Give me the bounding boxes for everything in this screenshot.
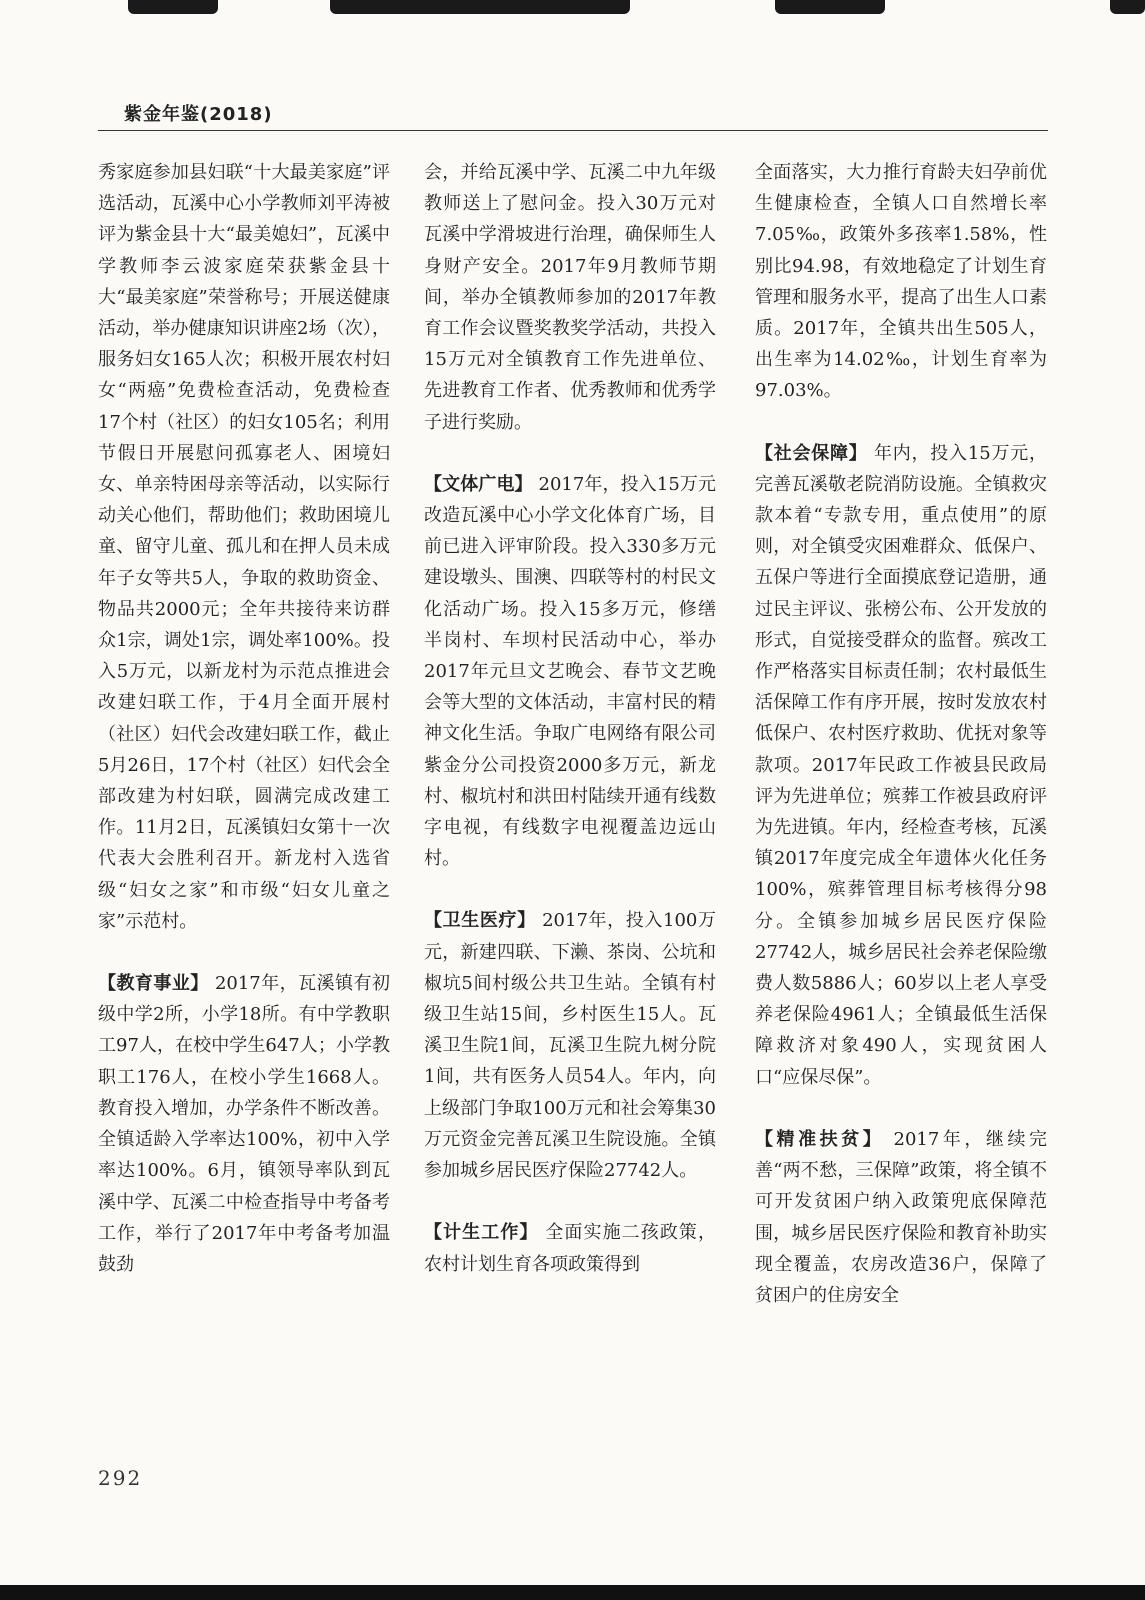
section-heading: 【精准扶贫】 xyxy=(755,1128,885,1150)
page-number: 292 xyxy=(98,1466,143,1490)
section-text: 2017年，瓦溪镇有初级中学2所，小学18所。有中学教职工97人，在校中学生647人；小学教职工176人，在校小学生1668人。教育投入增加，办学条件不断改善。全镇适龄入学率达100%，初中入学率达100%。6月，镇领导率队到瓦溪中学、瓦溪二中检查指导中考备考工作，举行了2017年中考备考加温鼓劲 xyxy=(98,973,390,1275)
section-health xyxy=(424,905,716,1186)
text-column-2 xyxy=(424,157,716,1280)
section-heading: 【卫生医疗】 xyxy=(424,910,536,932)
paragraph-text: 全面落实，大力推行育龄夫妇孕前优生健康检查，全镇人口自然增长率7.05‰，政策外多孩率1.58%，性别比94.98，有效地稳定了计划生育管理和服务水平，提高了出生人口素质。2017年，全镇共出生505人，出生率为14.02‰，计划生育率为97.03%。 xyxy=(755,162,1047,402)
section-heading: 【教育事业】 xyxy=(98,973,209,995)
section-poverty-alleviation xyxy=(755,1124,1047,1311)
section-heading: 【文体广电】 xyxy=(424,473,533,495)
scan-edge-bottom xyxy=(0,1585,1145,1600)
paragraph xyxy=(424,157,716,438)
section-text: 2017年，继续完善“两不愁，三保障”政策，将全镇不可开发贫困户纳入政策兜底保障范围，城乡居民医疗保险和教育补助实现全覆盖，农房改造36户，保障了贫困户的住房安全 xyxy=(755,1128,1047,1306)
section-heading: 【计生工作】 xyxy=(424,1222,539,1244)
section-social-security xyxy=(755,438,1047,1093)
section-text: 年内，投入15万元，完善瓦溪敬老院消防设施。全镇救灾款本着“专款专用，重点使用”的原则，对全镇受灾困难群众、低保户、五保户等进行全面摸底登记造册，通过民主评议、张榜公布、公开发放的形式，自觉接受群众的监督。殡改工作严格落实目标责任制；农村最低生活保障工作有序开展，按时发放农村低保户、农村医疗救助、优抚对象等款项。2017年民政工作被县民政局评为先进单位；殡葬工作被县政府评为先进镇。年内，经检查考核，瓦溪镇2017年度完成全年遗体火化任务100%，殡葬管理目标考核得分98分。全镇参加城乡居民医疗保险27742人，城乡居民社会养老保险缴费人数5886人；60岁以上老人享受养老保险4961人；全镇最低生活保障救济对象490人，实现贫困人口“应保尽保”。 xyxy=(755,442,1047,1088)
section-heading: 【社会保障】 xyxy=(755,442,868,464)
yearbook-title: 紫金年鉴(2018) xyxy=(124,104,273,125)
section-text: 2017年，投入15万元改造瓦溪中心小学文化体育广场，目前已进入评审阶段。投入330多万元建设墩头、围澳、四联等村的村民文化活动广场。投入15多万元，修缮半岗村、车坝村民活动中心，举办2017年元旦文艺晚会、春节文艺晚会等大型的文体活动，丰富村民的精神文化生活。争取广电网络有限公司紫金分公司投资2000多万元，新龙村、椒坑村和洪田村陆续开通有线数字电视，有线数字电视覆盖边远山村。 xyxy=(424,473,717,870)
section-culture-sports xyxy=(424,469,716,875)
section-text: 2017年，投入100万元，新建四联、下濑、茶岗、公坑和椒坑5间村级公共卫生站。全镇有村级卫生站15间，乡村医生15人。瓦溪卫生院1间，瓦溪卫生院九树分院1间，共有医务人员54人。年内，向上级部门争取100万元和社会筹集30万元资金完善瓦溪卫生院设施。全镇参加城乡居民医疗保险27742人。 xyxy=(424,910,717,1182)
paragraph xyxy=(755,157,1047,407)
text-column-1 xyxy=(98,157,390,1280)
section-text: 全面实施二孩政策，农村计划生育各项政策得到 xyxy=(424,1222,717,1275)
paragraph xyxy=(98,157,390,937)
section-education xyxy=(98,968,390,1280)
paragraph-text: 秀家庭参加县妇联“十大最美家庭”评选活动，瓦溪中心小学教师刘平涛被评为紫金县十大“最美媳妇”，瓦溪中学教师李云波家庭荣获紫金县十大“最美家庭”荣誉称号；开展送健康活动，举办健康知识讲座2场（次），服务妇女165人次；积极开展农村妇女“两癌”免费检查活动，免费检查17个村（社区）的妇女105名；利用节假日开展慰问孤寡老人、困境妇女、单亲特困母亲等活动，以实际行动关心他们，帮助他们；救助困境儿童、留守儿童、孤儿和在押人员未成年子女等共5人，争取的救助资金、物品共2000元；全年共接待来访群众1宗，调处1宗，调处率100%。投入5万元，以新龙村为示范点推进会改建妇联工作，于4月全面开展村（社区）妇代会改建妇联工作，截止5月26日，17个村（社区）妇代会全部改建为村妇联，圆满完成改建工作。11月2日，瓦溪镇妇女第十一次代表大会胜利召开。新龙村入选省级“妇女之家”和市级“妇女儿童之家”示范村。 xyxy=(98,162,390,932)
paragraph-text: 会，并给瓦溪中学、瓦溪二中九年级教师送上了慰问金。投入30万元对瓦溪中学滑坡进行治理，确保师生人身财产安全。2017年9月教师节期间，举办全镇教师参加的2017年教育工作会议暨奖教奖学活动，共投入15万元对全镇教育工作先进单位、先进教育工作者、优秀教师和优秀学子进行奖励。 xyxy=(424,162,716,433)
section-family-planning xyxy=(424,1217,716,1279)
scan-edge-top xyxy=(0,0,1145,22)
running-header xyxy=(98,96,1048,131)
text-column-3 xyxy=(755,157,1047,1311)
